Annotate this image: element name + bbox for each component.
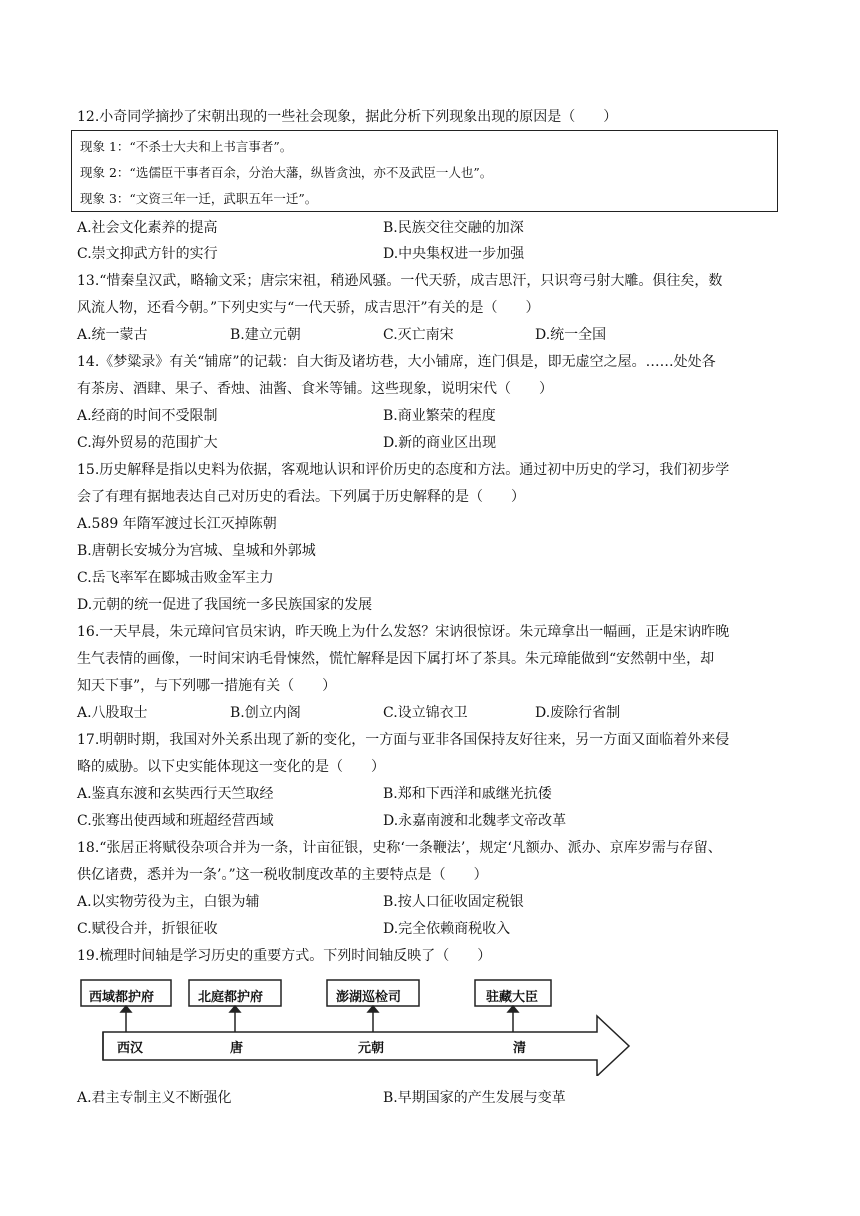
q15-option-a[interactable]: A.589 年隋军渡过长江灭掉陈朝: [77, 516, 277, 532]
q12-option-c[interactable]: C.崇文抑武方针的实行: [77, 246, 218, 262]
timeline-era-4: 清: [513, 1041, 527, 1056]
q18-option-b[interactable]: B.按人口征收固定税银: [383, 894, 524, 910]
q13-option-b[interactable]: B.建立元朝: [230, 327, 301, 343]
timeline-label-1: 西域都护府: [89, 990, 155, 1005]
q19-stem: 19.梳理时间轴是学习历史的重要方式。下列时间轴反映了（ ）: [77, 948, 492, 964]
q16-option-d[interactable]: D.废除行省制: [535, 705, 621, 721]
q14-option-b[interactable]: B.商业繁荣的程度: [383, 408, 496, 424]
q18-option-c[interactable]: C.赋役合并，折银征收: [77, 921, 218, 937]
timeline-label-2: 北庭都护府: [198, 990, 264, 1005]
q17-stem-line-2: 略的威胁。以下史实能体现这一变化的是（ ）: [77, 759, 385, 775]
q17-option-c[interactable]: C.张骞出使西域和班超经营西域: [77, 813, 274, 829]
q16-stem-line-1: 16.一天早晨，朱元璋问官员宋讷，昨天晚上为什么发怒？宋讷很惊讶。朱元璋拿出一幅画，正是宋讷昨晚: [77, 624, 730, 640]
q12-option-a[interactable]: A.社会文化素养的提高: [77, 220, 218, 236]
q14-option-d[interactable]: D.新的商业区出现: [383, 435, 497, 451]
q13-option-c[interactable]: C.灭亡南宋: [383, 327, 454, 343]
timeline-label-4: 驻藏大臣: [486, 990, 539, 1005]
q13-option-d[interactable]: D.统一全国: [535, 327, 607, 343]
q15-stem-line-1: 15.历史解释是指以史料为依据，客观地认识和评价历史的态度和方法。通过初中历史的学习，我们初步学: [77, 462, 730, 478]
q13-stem-line-2: 风流人物，还看今朝。”下列史实与“一代天骄，成吉思汗”有关的是（ ）: [77, 300, 540, 316]
q19-option-b[interactable]: B.早期国家的产生发展与变革: [383, 1090, 566, 1106]
q14-stem-line-2: 有茶房、酒肆、果子、香烛、油酱、食米等铺。这些现象，说明宋代（ ）: [77, 381, 553, 397]
timeline-era-1: 西汉: [117, 1041, 144, 1056]
q17-option-b[interactable]: B.郑和下西洋和戚继光抗倭: [383, 786, 552, 802]
q15-option-d[interactable]: D.元朝的统一促进了我国统一多民族国家的发展: [77, 597, 373, 613]
q17-stem-line-1: 17.明朝时期，我国对外关系出现了新的变化，一方面与亚非各国保持友好往来，另一方面又面临着外来侵: [77, 732, 730, 748]
q12-box-line-2: 现象 2：“选儒臣干事者百余，分治大藩，纵皆贪浊，亦不及武臣一人也”。: [80, 165, 493, 180]
q12-option-d[interactable]: D.中央集权进一步加强: [383, 246, 525, 262]
q19-option-a[interactable]: A.君主专制主义不断强化: [77, 1090, 232, 1106]
q16-stem-line-2: 生气表情的画像，一时间宋讷毛骨悚然，慌忙解释是因下属打坏了茶具。朱元璋能做到“安然朝中坐，却: [77, 651, 715, 667]
q12-stem: 12.小奇同学摘抄了宋朝出现的一些社会现象，据此分析下列现象出现的原因是（ ）: [77, 109, 618, 125]
q12-box-line-1: 现象 1：“不杀士大夫和上书言事者”。: [80, 139, 293, 154]
q15-option-b[interactable]: B.唐朝长安城分为宫城、皇城和外郭城: [77, 543, 316, 559]
q19-timeline: [77, 976, 637, 1076]
timeline-era-3: 元朝: [358, 1041, 385, 1056]
q18-stem-line-2: 供亿诸费，悉并为一条’。”这一税收制度改革的主要特点是（ ）: [77, 867, 488, 883]
q16-option-b[interactable]: B.创立内阁: [230, 705, 301, 721]
q15-stem-line-2: 会了有理有据地表达自己对历史的看法。下列属于历史解释的是（ ）: [77, 489, 525, 505]
q12-option-b[interactable]: B.民族交往交融的加深: [383, 220, 524, 236]
timeline-label-3: 澎湖巡检司: [336, 990, 402, 1005]
timeline-era-2: 唐: [230, 1041, 244, 1056]
q16-option-a[interactable]: A.八股取士: [77, 705, 148, 721]
q13-stem-line-1: 13.“惜秦皇汉武，略输文采；唐宗宋祖，稍逊风骚。一代天骄，成吉思汗，只识弯弓射大雕。俱往矣，数: [77, 273, 723, 289]
q17-option-d[interactable]: D.永嘉南渡和北魏孝文帝改革: [383, 813, 567, 829]
q17-option-a[interactable]: A.鉴真东渡和玄奘西行天竺取经: [77, 786, 274, 802]
q12-box-line-3: 现象 3：“文资三年一迁，武职五年一迁”。: [80, 191, 318, 206]
q16-option-c[interactable]: C.设立锦衣卫: [383, 705, 468, 721]
q14-stem-line-1: 14.《梦粱录》有关“铺席”的记载：自大街及诸坊巷，大小铺席，连门俱是，即无虚空之屋。……处处各: [77, 354, 716, 370]
up-arrows: [121, 1006, 518, 1032]
q12-quote-box: [71, 130, 778, 212]
q14-option-c[interactable]: C.海外贸易的范围扩大: [77, 435, 218, 451]
q13-option-a[interactable]: A.统一蒙古: [77, 327, 148, 343]
q18-option-d[interactable]: D.完全依赖商税收入: [383, 921, 511, 937]
q18-stem-line-1: 18.“张居正将赋役杂项合并为一条，计亩征银，史称‘一条鞭法’，规定‘凡额办、派办、京库岁需与存留、: [77, 840, 722, 856]
q14-option-a[interactable]: A.经商的时间不受限制: [77, 408, 218, 424]
q18-option-a[interactable]: A.以实物劳役为主，白银为辅: [77, 894, 260, 910]
q15-option-c[interactable]: C.岳飞率军在郾城击败金军主力: [77, 570, 274, 586]
q16-stem-line-3: 知天下事”，与下列哪一措施有关（ ）: [77, 678, 337, 694]
